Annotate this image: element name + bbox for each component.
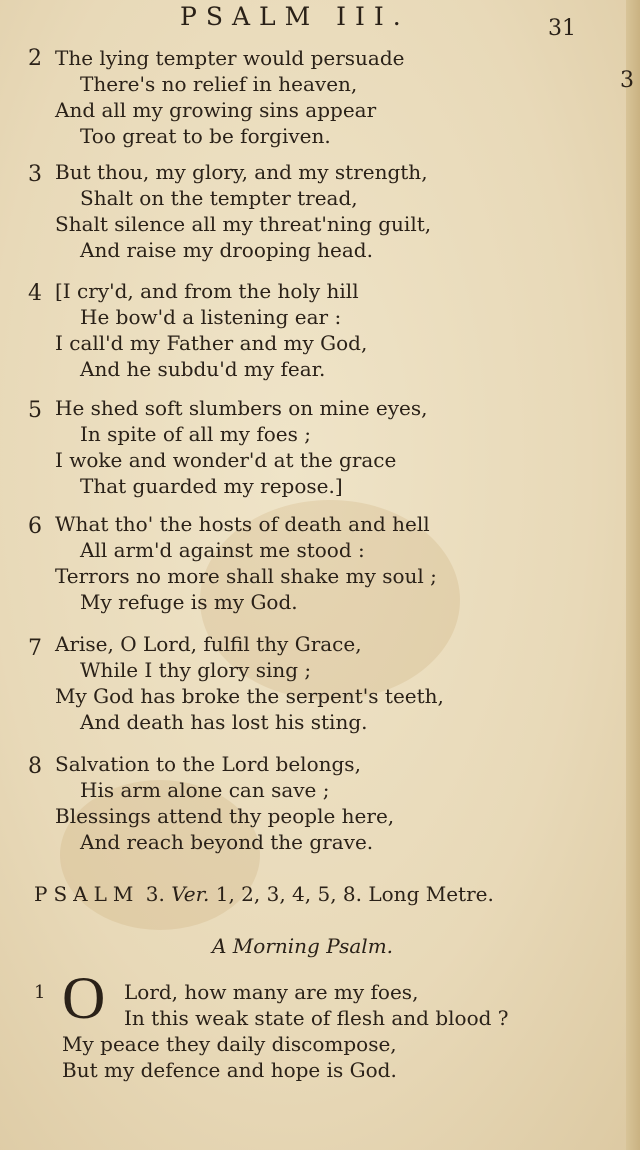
- verse-line: Shalt silence all my threat'ning guilt,: [55, 212, 432, 236]
- verse-line: And he subdu'd my fear.: [80, 357, 326, 381]
- verse-line: In spite of all my foes ;: [80, 422, 311, 446]
- verse-line: Shalt on the tempter tread,: [80, 186, 358, 210]
- verse-line: I woke and wonder'd at the grace: [55, 448, 397, 472]
- verse-line: Arise, O Lord, fulfil thy Grace,: [55, 632, 362, 656]
- verse-line: [I cry'd, and from the holy hill: [55, 279, 359, 303]
- verse-number: 5: [28, 398, 42, 423]
- verse-line: My God has broke the serpent's teeth,: [55, 684, 444, 708]
- verse-line: He shed soft slumbers on mine eyes,: [55, 396, 428, 420]
- verse-line: My refuge is my God.: [80, 590, 298, 614]
- verse-line: I call'd my Father and my God,: [55, 331, 368, 355]
- verse-line: And death has lost his sting.: [80, 710, 368, 734]
- verse-line: His arm alone can save ;: [80, 778, 330, 802]
- psalm-number: 3.: [145, 882, 165, 906]
- verse-line: But my defence and hope is God.: [62, 1058, 397, 1082]
- page-header-title: PSALM III.: [180, 2, 410, 31]
- verse-label: Ver.: [171, 882, 210, 906]
- verse-line: The lying tempter would persuade: [55, 46, 405, 70]
- psalm-heading: [34, 882, 494, 906]
- page-number: 31: [548, 16, 576, 41]
- verse-number: 6: [28, 514, 42, 539]
- verse-line: While I thy glory sing ;: [80, 658, 312, 682]
- psalm-label: PSALM: [34, 882, 140, 906]
- verse-line: He bow'd a listening ear :: [80, 305, 342, 329]
- paper-stain: [60, 780, 260, 930]
- verse-line: Lord, how many are my foes,: [124, 980, 419, 1004]
- page-edge: [626, 0, 640, 1150]
- verse-list: 1, 2, 3, 4, 5, 8.: [215, 882, 362, 906]
- verse-line: Blessings attend thy people here,: [55, 804, 395, 828]
- verse-line: Salvation to the Lord belongs,: [55, 752, 361, 776]
- verse-line: There's no relief in heaven,: [80, 72, 358, 96]
- verse-line: Terrors no more shall shake my soul ;: [55, 564, 437, 588]
- verse-number: 3: [28, 162, 42, 187]
- verse-line: My peace they daily discompose,: [62, 1032, 397, 1056]
- verse-line: And all my growing sins appear: [55, 98, 377, 122]
- verse-line: All arm'd against me stood :: [80, 538, 365, 562]
- verse-line: In this weak state of flesh and blood ?: [124, 1006, 509, 1030]
- verse-number: 8: [28, 754, 42, 779]
- margin-mark: 3: [620, 68, 634, 93]
- verse-number: 2: [28, 46, 42, 71]
- verse-line: What tho' the hosts of death and hell: [55, 512, 430, 536]
- verse-line: And raise my drooping head.: [80, 238, 373, 262]
- verse-number: 4: [28, 281, 42, 306]
- verse-line: But thou, my glory, and my strength,: [55, 160, 428, 184]
- verse-line: And reach beyond the grave.: [80, 830, 374, 854]
- verse-line: Too great to be forgiven.: [80, 124, 331, 148]
- verse-number: 7: [28, 636, 42, 661]
- drop-cap-initial: O: [62, 965, 106, 1031]
- metre-label: Long Metre.: [368, 882, 494, 906]
- verse-number: 1: [34, 982, 46, 1003]
- psalm-subtitle: A Morning Psalm.: [212, 934, 394, 958]
- verse-line: That guarded my repose.]: [80, 474, 343, 498]
